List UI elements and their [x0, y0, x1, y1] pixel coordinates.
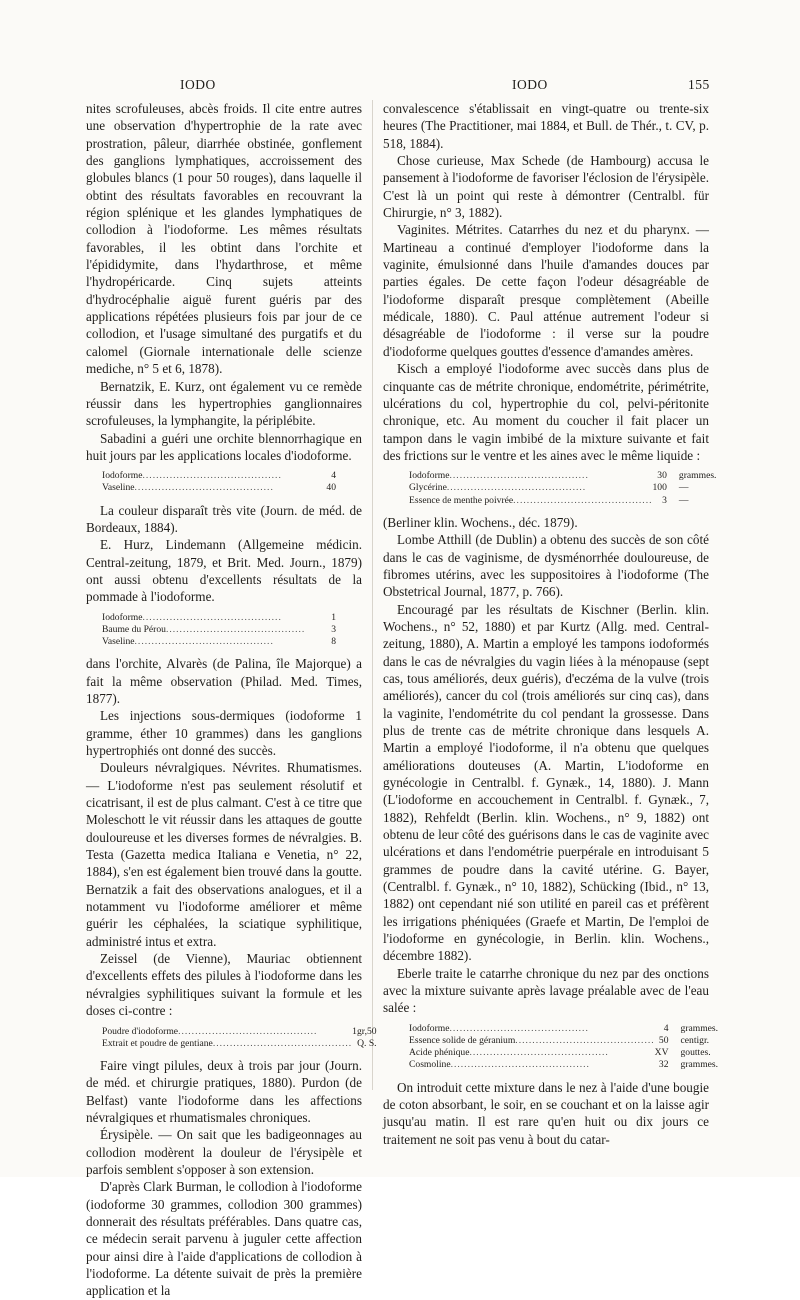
paragraph: Les injections sous-dermiques (iodoforme 1 gramme, éther 10 grammes) dans les ganglions hypertrophiés ont donné des succès. — [86, 708, 362, 759]
leader-dots: ......................................... — [212, 1037, 353, 1049]
paragraph: nites scrofuleuses, abcès froids. Il cite entre autres une observation d'hypertrophie de la rate avec prostration, pâleur, diarrhée obstinée, gonflement des ganglions lymphatiques, accroissement des globules blancs (1 pour 50 rouges), dans laquelle il obtint des résultats favorables en recouvrant la région splénique et les glandes lymphatiques de collodion à l'iodoforme. Les mêmes résultats favorables, il les obtint dans l'orchite et l'épididymite, dans l'hydarthrose, et même l'hydropéricarde. Cinq sujets atteints d'hydrocéphalie aiguë furent guéris par des applications répétées plusieurs fois par jour de ce collodion, et l'usage simultané des purgatifs et du calomel (Giornale internationale delle scienze mediche, n° 5 et 6, 1878). — [86, 101, 362, 377]
prescription-row — [409, 1059, 718, 1071]
prescription-row — [102, 612, 342, 624]
prescription-row — [409, 470, 716, 482]
leader-dots: ......................................... — [165, 623, 306, 635]
paragraph: Chose curieuse, Max Schede (de Hambourg) accusa le pansement à l'iodoforme de favoriser l'éclosion de l'érysipèle. C'est là un point qui reste à démontrer (Centralbl. für Chirurgie, n° 3, 1882). — [383, 153, 709, 221]
prescription-row — [409, 1047, 718, 1059]
leader-dots: ......................................... — [178, 1025, 318, 1037]
ingredient: Vaseline — [102, 636, 135, 648]
prescription-table — [102, 612, 342, 649]
quantity: 4 — [663, 1022, 669, 1034]
prescription-row — [102, 624, 342, 636]
leader-dots: ......................................... — [142, 470, 282, 482]
paragraph: La couleur disparaît très vite (Journ. de méd. de Bordeaux, 1884). — [86, 502, 362, 535]
leader-dots: ......................................... — [142, 611, 282, 623]
unit: centigr. — [680, 1035, 710, 1046]
leader-dots: ......................................... — [449, 470, 589, 482]
prescription-row — [102, 1038, 383, 1050]
paragraph: E. Hurz, Lindemann (Allgemeine médicin. Central-zeitung, 1879, et Brit. Med. Journ., 1879) ont aussi obtenu d'excellents résultats de la pommade à l'iodoforme. — [86, 537, 362, 605]
leader-dots: ......................................... — [134, 482, 274, 494]
prescription-row — [102, 1026, 383, 1038]
ingredient: Essence de menthe poivrée — [409, 494, 514, 506]
leader-dots: ......................................... — [450, 1059, 590, 1071]
paragraph: Zeissel (de Vienne), Mauriac obtiennent d'excellents effets des pilules à l'iodoforme dans les névralgies syphilitiques suivant la formule et les doses ci-contre : — [86, 951, 362, 1019]
prescription-table — [409, 470, 716, 507]
quantity: 8 — [331, 636, 336, 648]
running-head-right: IODO — [512, 77, 548, 92]
ingredient: Glycérine — [409, 482, 447, 494]
ingredient: Baume du Pérou — [102, 623, 166, 635]
ingredient: Cosmoline — [409, 1059, 451, 1071]
leader-dots: ......................................... — [134, 636, 274, 648]
unit: gouttes. — [680, 1047, 711, 1059]
unit: grammes. — [680, 1022, 719, 1034]
paragraph: Érysipèle. — On sait que les badigeonnages au collodion modèrent la douleur de l'érysipèle et parfois semblent s'opposer à son extension. — [86, 1127, 362, 1177]
leader-dots: ......................................... — [446, 482, 587, 494]
quantity: Q. S. — [357, 1037, 377, 1049]
prescription-table — [102, 470, 342, 494]
prescription-row — [102, 636, 342, 648]
leader-dots: ......................................... — [449, 1022, 589, 1034]
paragraph: Kisch a employé l'iodoforme avec succès dans plus de cinquante cas de métrite chronique, endométrite, périmétrite, ulcérations du col, hypertrophie du col, pelvi-péritonite chronique, etc. Au moment du coucher il fait placer un tampon dans le vagin imbibé de la mixture suivante et fait des frictions sur le ventre et les aines avec le même liquide : — [383, 361, 709, 463]
prescription-row — [409, 1035, 718, 1047]
prescription-table — [102, 1026, 383, 1050]
paragraph: Douleurs névralgiques. Névrites. Rhumatismes. — L'iodoforme n'est pas seulement résolutif et cicatrisant, il est de plus calmant. C'est à ce titre que Moleschott le vit réussir dans les attaques de goutte douloureuse et les diverses formes de névralgies. B. Testa (Gazetta medica Italiana e Venetia, n° 22, 1884), s'en est également bien trouvé dans la goutte. Bernatzik a fait des observations analogues, et il a notamment vu l'iodoforme améliorer et même guérir les céphalées, la sciatique syphilitique, administré intus et extra. — [86, 760, 362, 949]
paragraph: Lombe Atthill (de Dublin) a obtenu des succès de son côté dans le cas de vaginisme, de dysménorrhée douloureuse, de fibromes utérins, avec les suppositoires à l'iodoforme (The Obstetrical Journal, 1877, p. 766). — [383, 532, 709, 600]
ingredient: Extrait et poudre de gentiane — [102, 1037, 213, 1049]
paragraph: Faire vingt pilules, deux à trois par jour (Journ. de méd. et chirurgie pratiques, 1880). Purdon (de Belfast) vante l'iodoforme dans les affections névralgiques et rhumatismales chroniques. — [86, 1057, 362, 1125]
leader-dots: ......................................... — [469, 1047, 609, 1059]
quantity: 50 — [658, 1035, 669, 1046]
paragraph: On introduit cette mixture dans le nez à l'aide d'une bougie de coton absorbant, le soir, en se couchant et on la laisse agir jusqu'au matin. Il est rare qu'en huit ou dix jours ce traitement ne soit pas venu à bout du catar- — [383, 1079, 709, 1147]
prescription-row — [409, 482, 716, 494]
left-column — [86, 100, 377, 1300]
paragraph: convalescence s'établissait en vingt-quatre ou trente-six heures (The Practitioner, mai 1884, et Bull. de Thér., t. CV, p. 518, 1884). — [383, 101, 709, 151]
paragraph: D'après Clark Burman, le collodion à l'iodoforme (iodoforme 30 grammes, collodion 300 grammes) donnerait des résultats préférables. Dans quatre cas, ce médecin serait parvenu à juguler cette affection pour ainsi dire à l'aide d'applications de collodion à l'iodoforme. La détente suivait de près la première application et la — [86, 1179, 362, 1299]
prescription-row — [102, 482, 342, 494]
quantity: XV — [654, 1047, 669, 1059]
ingredient: Iodoforme — [409, 1022, 450, 1034]
leader-dots: ......................................... — [513, 494, 653, 506]
prescription-table — [409, 1023, 718, 1072]
prescription-row — [102, 470, 342, 482]
quantity: 3 — [662, 494, 667, 506]
quantity: 3 — [331, 623, 336, 635]
quantity: 1 — [331, 611, 336, 623]
prescription-row — [409, 1023, 718, 1035]
quantity: 30 — [657, 470, 667, 482]
quantity: 32 — [658, 1059, 669, 1071]
unit: — — [678, 494, 689, 506]
unit: grammes. — [680, 1059, 719, 1071]
right-column — [383, 100, 719, 1148]
quantity: 4 — [331, 470, 336, 482]
unit: — — [678, 482, 689, 494]
paragraph: Eberle traite le catarrhe chronique du nez par des onctions avec la mixture suivante après lavage préalable avec de l'eau salée : — [383, 965, 709, 1016]
paragraph: dans l'orchite, Alvarès (de Palina, île Majorque) a fait la même observation (Philad. Med. Times, 1877). — [86, 656, 362, 706]
ingredient: Acide phénique — [409, 1047, 470, 1059]
ingredient: Essence solide de géranium — [409, 1035, 516, 1046]
prescription-row — [409, 495, 716, 507]
ingredient: Poudre d'iodoforme — [102, 1025, 179, 1037]
leader-dots: ......................................... — [515, 1035, 655, 1046]
column-divider — [372, 100, 373, 1090]
paragraph: (Berliner klin. Wochens., déc. 1879). — [383, 514, 578, 530]
unit: grammes. — [678, 470, 717, 482]
quantity: 1gr,50 — [352, 1025, 377, 1037]
running-head-left: IODO — [180, 77, 216, 92]
page-number: 155 — [688, 77, 710, 92]
ingredient: Iodoforme — [102, 470, 143, 482]
ingredient: Iodoforme — [102, 611, 143, 623]
paragraph: Bernatzik, E. Kurz, ont également vu ce remède réussir dans les hypertrophies ganglionnaires scrofuleuses, la lymphangite, la périplébite. — [86, 378, 362, 429]
quantity: 40 — [326, 482, 336, 494]
paragraph: Sabadini a guéri une orchite blennorrhagique en huit jours par les applications locales d'iodoforme. — [86, 430, 362, 463]
ingredient: Iodoforme — [409, 470, 450, 482]
quantity: 100 — [652, 482, 667, 494]
ingredient: Vaseline — [102, 482, 135, 494]
paragraph: Vaginites. Métrites. Catarrhes du nez et du pharynx. — Martineau a continué d'employer l'iodoforme dans la vaginite, émulsionné dans l'huile d'amandes douces par parties égales. De cette façon l'odeur désagréable de l'iodoforme disparaît presque complètement (Abeille médicale, 1880). C. Paul atténue autrement l'odeur si désagréable de l'iodoforme : il verse sur la poudre d'iodoforme quelques gouttes d'essence d'amandes amères. — [383, 222, 709, 359]
paragraph: Encouragé par les résultats de Kischner (Berlin. klin. Wochens., n° 52, 1880) et par Kurtz (Allg. med. Central-zeitung, 1880), A. Martin a employé les tampons iodoformés dans le cas de névralgies du vagin liées à la ménopause (sept cas, tous améliorés, deux guéris), d'eczéma de la vulve (trois améliorés), cancer du col (trois améliorés sur cinq cas), dans la vaginite, l'endométrite du col pendant la grossesse. Dans plus de trente cas de métrite chronique dans lesquels A. Martin a employé l'iodoforme, il n'a obtenu que quelques améliorations douteuses (A. Martin, L'iodoforme en gynécologie in Centralbl. f. Gynæk., 14, 1880). J. Mann (L'iodoforme en accouchement in Centralbl. f. Gynæk., 7, 1882), Rehfeldt (Berlin. klin. Wochens., n° 9, 1882) ont obtenu de leur côté des guérisons dans le cas de vaginite avec ulcérations et dans l'endométrie puerpérale en introduisant 5 grammes de poudre dans la cavité utérine. G. Bayer, (Centralbl. f. Gynæk., n° 10, 1882), Schücking (Ibid., n° 13, 1882) ont cependant nié son utilité en pareil cas et préfèrent les irrigations phéniquées (Graefe et Martin, De l'emploi de l'iodoforme en gynécologie, in Berlin. klin. Wochens., décembre 1882). — [383, 601, 709, 964]
